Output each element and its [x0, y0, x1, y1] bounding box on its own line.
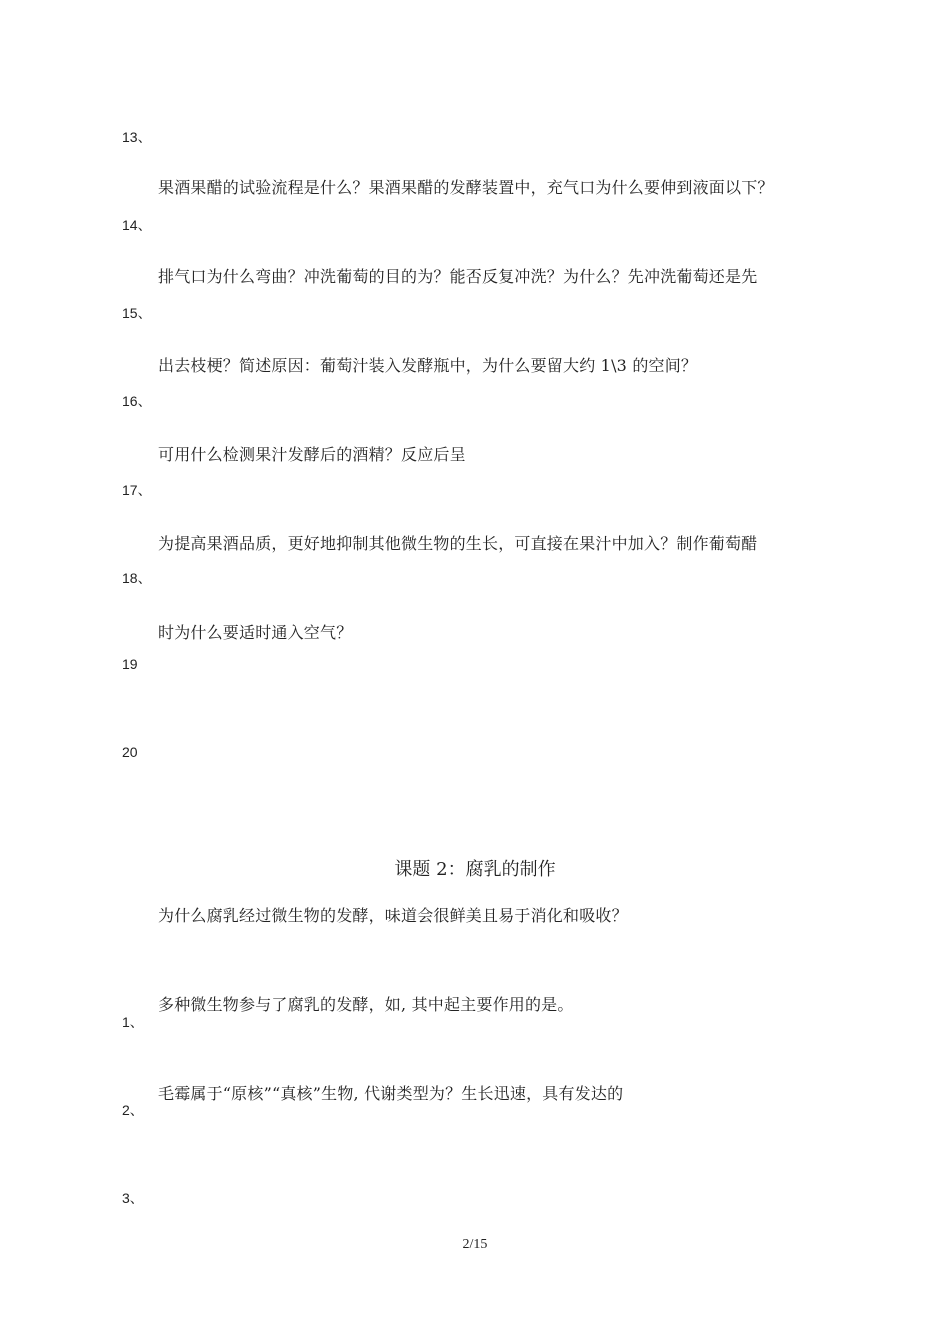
text-line-6: 时为什么要适时通入空气？ — [158, 623, 353, 642]
item-number-18: 18、 — [122, 570, 152, 586]
item-number-15: 15、 — [122, 305, 152, 321]
item-number-20: 20 — [122, 744, 138, 760]
text-line-3: 出去枝梗？简述原因：葡萄汁装入发酵瓶中，为什么要留大约 1\3 的空间？ — [158, 356, 698, 375]
item-number-17: 17、 — [122, 482, 152, 498]
text-line-4: 可用什么检测果汁发酵后的酒精？反应后呈 — [158, 445, 466, 464]
item-number-3: 3、 — [122, 1190, 144, 1206]
item-number-14: 14、 — [122, 217, 152, 233]
item-number-1: 1、 — [122, 1014, 144, 1030]
section2-line-3: 毛霉属于“原核”“真核”生物, 代谢类型为？生长迅速，具有发达的 — [158, 1084, 624, 1103]
item-number-19: 19 — [122, 656, 138, 672]
item-number-2: 2、 — [122, 1102, 144, 1118]
section2-line-1: 为什么腐乳经过微生物的发酵，味道会很鲜美且易于消化和吸收？ — [158, 906, 628, 925]
section-title: 课题 2：腐乳的制作 — [394, 859, 556, 880]
text-line-5: 为提高果酒品质，更好地抑制其他微生物的生长，可直接在果汁中加入？制作葡萄醋 — [158, 534, 758, 553]
text-line-1: 果酒果醋的试验流程是什么？果酒果醋的发酵装置中，充气口为什么要伸到液面以下？ — [158, 178, 774, 197]
item-number-16: 16、 — [122, 393, 152, 409]
section2-line-2: 多种微生物参与了腐乳的发酵，如, 其中起主要作用的是。 — [158, 995, 574, 1014]
text-line-2: 排气口为什么弯曲？冲洗葡萄的目的为？能否反复冲洗？为什么？先冲洗葡萄还是先 — [158, 267, 758, 286]
item-number-13: 13、 — [122, 129, 152, 145]
page-number: 2/15 — [462, 1237, 488, 1252]
